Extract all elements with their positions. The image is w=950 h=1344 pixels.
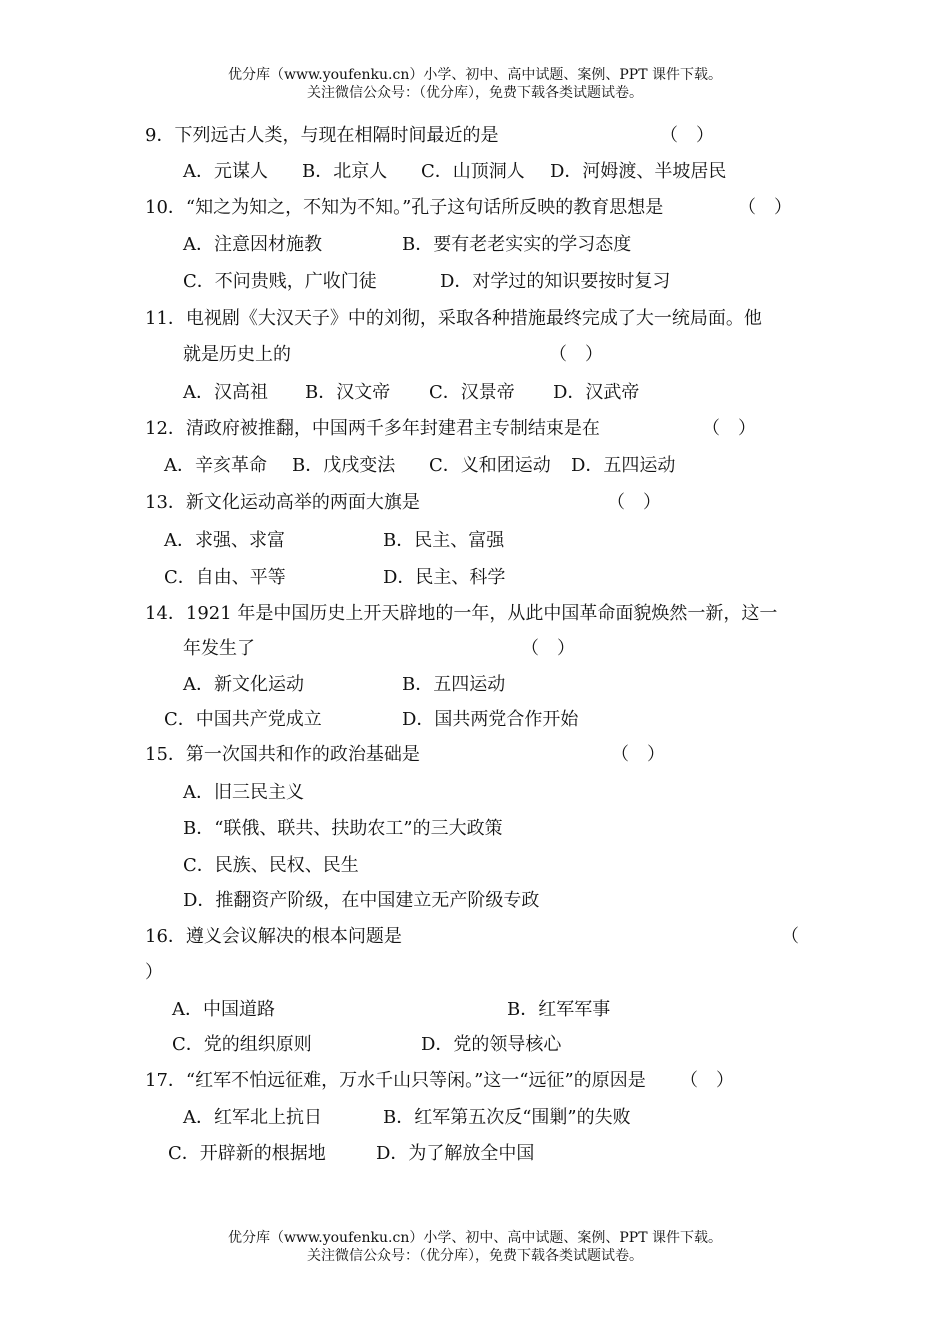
- q13-option-b: B．民主、富强: [383, 530, 505, 551]
- q14-stem-line-2: 年发生了: [183, 638, 255, 659]
- q10-option-b: B．要有老老实实的学习态度: [402, 234, 632, 255]
- q13-option-a: A．求强、求富: [164, 530, 285, 551]
- q13-stem: 13．新文化运动高举的两面大旗是: [145, 492, 420, 513]
- q11-stem-line-1: 11．电视剧《大汉天子》中的刘彻，采取各种措施最终完成了大一统局面。他: [145, 308, 762, 329]
- q12-option-c: C．义和团运动: [429, 455, 551, 476]
- q15-answer-blank: （ ）: [611, 744, 665, 765]
- header-line-2: 关注微信公众号：（优分库），免费下载各类试题试卷。: [307, 85, 643, 101]
- q9-option-c: C．山顶洞人: [421, 161, 525, 182]
- q13-option-d: D．民主、科学: [383, 567, 506, 588]
- q12-answer-blank: （ ）: [702, 418, 756, 439]
- q16-option-d: D．党的领导核心: [421, 1034, 562, 1055]
- q11-option-b: B．汉文帝: [305, 382, 391, 403]
- q14-answer-blank: （ ）: [521, 638, 575, 659]
- q11-stem-line-2: 就是历史上的: [183, 344, 291, 365]
- footer-line-2: 关注微信公众号：（优分库），免费下载各类试题试卷。: [307, 1248, 643, 1264]
- q12-option-a: A．辛亥革命: [164, 455, 267, 476]
- q10-stem: 10．“知之为知之，不知为不知。”孔子这句话所反映的教育思想是: [145, 197, 664, 218]
- q9-option-a: A．元谋人: [183, 161, 268, 182]
- q17-option-a: A．红军北上抗日: [183, 1107, 322, 1128]
- q11-option-a: A．汉高祖: [183, 382, 268, 403]
- q12-stem: 12．清政府被推翻，中国两千多年封建君主专制结束是在: [145, 418, 600, 439]
- q17-option-b: B．红军第五次反“围剿”的失败: [383, 1107, 631, 1128]
- q14-stem-line-1: 14．1921 年是中国历史上开天辟地的一年，从此中国革命面貌焕然一新，这一: [145, 603, 778, 624]
- q10-answer-blank: （ ）: [738, 197, 792, 218]
- q14-option-b: B．五四运动: [402, 674, 506, 695]
- q15-option-b: B．“联俄、联共、扶助农工”的三大政策: [183, 818, 503, 839]
- q17-answer-blank: （ ）: [680, 1070, 734, 1091]
- header-line-1: 优分库（www.youfenku.cn）小学、初中、高中试题、案例、PPT 课件下载。: [227, 67, 722, 83]
- q9-option-d: D．河姆渡、半坡居民: [550, 161, 727, 182]
- q15-option-d: D．推翻资产阶级，在中国建立无产阶级专政: [183, 890, 540, 911]
- footer-line-1: 优分库（www.youfenku.cn）小学、初中、高中试题、案例、PPT 课件下载。: [227, 1230, 722, 1246]
- q17-stem: 17．“红军不怕远征难，万水千山只等闲。”这一“远征”的原因是: [145, 1070, 646, 1091]
- q10-option-d: D．对学过的知识要按时复习: [440, 271, 671, 292]
- q10-option-a: A．注意因材施教: [183, 234, 322, 255]
- q12-option-d: D．五四运动: [571, 455, 676, 476]
- q9-option-b: B．北京人: [302, 161, 388, 182]
- q10-option-c: C．不问贵贱，广收门徒: [183, 271, 377, 292]
- q14-option-a: A．新文化运动: [183, 674, 304, 695]
- q16-option-b: B．红军军事: [507, 999, 611, 1020]
- q9-answer-blank: （ ）: [660, 125, 714, 146]
- q15-stem: 15．第一次国共和作的政治基础是: [145, 744, 420, 765]
- page-header: [0, 66, 950, 102]
- q16-option-a: A．中国道路: [172, 999, 275, 1020]
- q12-option-b: B．戊戌变法: [292, 455, 396, 476]
- q11-answer-blank: （ ）: [549, 344, 603, 365]
- q13-option-c: C．自由、平等: [164, 567, 286, 588]
- page-footer: [0, 1229, 950, 1265]
- q16-stem: 16．遵义会议解决的根本问题是: [145, 926, 402, 947]
- q17-option-d: D．为了解放全中国: [376, 1143, 535, 1164]
- q9-stem: 9．下列远古人类，与现在相隔时间最近的是: [145, 125, 499, 146]
- q17-option-c: C．开辟新的根据地: [168, 1143, 326, 1164]
- q11-option-d: D．汉武帝: [553, 382, 640, 403]
- q15-option-c: C．民族、民权、民生: [183, 855, 359, 876]
- q16-answer-blank-close: ）: [145, 962, 163, 983]
- q14-option-d: D．国共两党合作开始: [402, 709, 579, 730]
- q16-answer-blank-open: （: [781, 926, 799, 947]
- q11-option-c: C．汉景帝: [429, 382, 515, 403]
- q16-option-c: C．党的组织原则: [172, 1034, 312, 1055]
- q13-answer-blank: （ ）: [607, 492, 661, 513]
- q14-option-c: C．中国共产党成立: [164, 709, 322, 730]
- q15-option-a: A．旧三民主义: [183, 782, 304, 803]
